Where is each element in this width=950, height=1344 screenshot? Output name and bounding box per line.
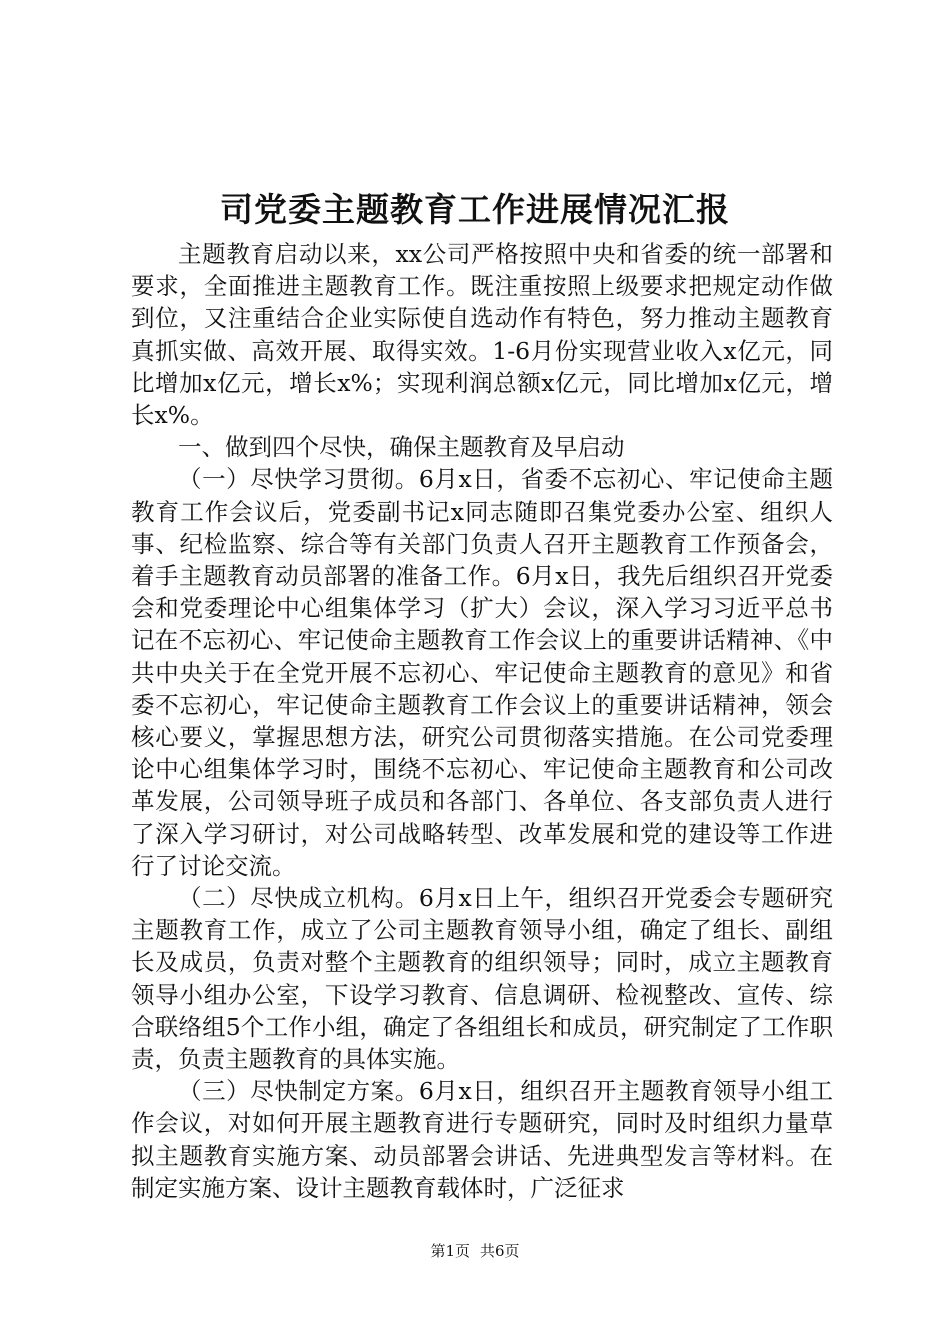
paragraph-intro: 主题教育启动以来，xx公司严格按照中央和省委的统一部署和要求，全面推进主题教育工作。既注重按照上级要求把规定动作做到位，又注重结合企业实际使自选动作有特色，努力推动主题教育真抓实做、高效开展、取得实效。1-6月份实现营业收入x亿元，同比增加x亿元，增长x%；实现利润总额x亿元，同比增加x亿元，增长x%。 (131, 240, 833, 430)
page-number: 第1页 (430, 1242, 470, 1260)
paragraph-subsection-1: （一）尽快学习贯彻。6月x日，省委不忘初心、牢记使命主题教育工作会议后，党委副书记x同志随即召集党委办公室、组织人事、纪检监察、综合等有关部门负责人召开主题教育工作预备会，着手主题教育动员部署的准备工作。6月x日，我先后组织召开党委会和党委理论中心组集体学习（扩大）会议，深入学习习近平总书记在不忘初心、牢记使命主题教育工作会议上的重要讲话精神、《中共中央关于在全党开展不忘初心、牢记使命主题教育的意见》和省委不忘初心，牢记使命主题教育工作会议上的重要讲话精神，领会核心要义，掌握思想方法，研究公司贯彻落实措施。在公司党委理论中心组集体学习时，围绕不忘初心、牢记使命主题教育和公司改革发展，公司领导班子成员和各部门、各单位、各支部负责人进行了深入学习研讨，对公司战略转型、改革发展和党的建设等工作进行了讨论交流。 (131, 465, 833, 880)
paragraph-subsection-3: （三）尽快制定方案。6月x日，组织召开主题教育领导小组工作会议，对如何开展主题教育进行专题研究，同时及时组织力量草拟主题教育实施方案、动员部署会讲话、先进典型发言等材料。在制定实施方案、设计主题教育载体时，广泛征求 (131, 1077, 833, 1202)
paragraph-subsection-2: （二）尽快成立机构。6月x日上午，组织召开党委会专题研究主题教育工作，成立了公司主题教育领导小组，确定了组长、副组长及成员，负责对整个主题教育的组织领导；同时，成立主题教育领导小组办公室，下设学习教育、信息调研、检视整改、宣传、综合联络组5个工作小组，确定了各组组长和成员，研究制定了工作职责，负责主题教育的具体实施。 (131, 884, 833, 1074)
page-footer (0, 1240, 950, 1262)
section-heading-1: 一、做到四个尽快，确保主题教育及早启动 (178, 433, 625, 462)
document-title: 司党委主题教育工作进展情况汇报 (220, 190, 730, 229)
page-total: 共6页 (480, 1242, 520, 1260)
document-body (131, 238, 833, 1204)
